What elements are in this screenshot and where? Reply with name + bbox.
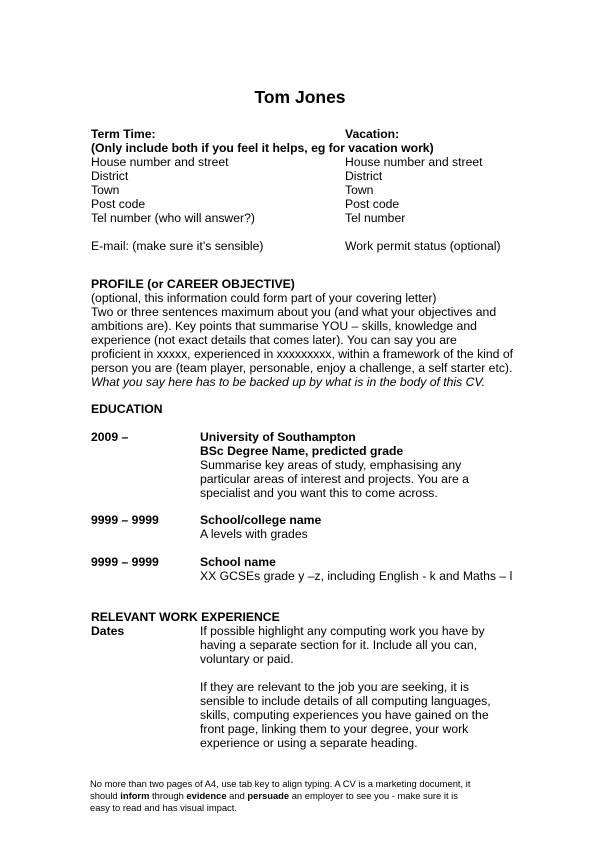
work-heading: RELEVANT WORK EXPERIENCE (91, 610, 280, 624)
institution-name: School name (200, 555, 276, 569)
footer-text: and (226, 790, 248, 801)
profile-italic-line: What you say here has to be backed up by what is in the body of this CV. (91, 375, 486, 389)
work-line: voluntary or paid. (200, 652, 294, 666)
work-line: having a separate section for it. Include all you can, (200, 638, 478, 652)
work-line: front page, linking them to your degree, your work (200, 722, 469, 736)
term-time-heading: Term Time: (91, 127, 156, 141)
footer-line: No more than two pages of A4, use tab key to align typing. A CV is a marketing document, it (90, 778, 471, 789)
term-line: Town (91, 183, 120, 197)
work-paragraph-2 (200, 680, 491, 750)
education-heading: EDUCATION (91, 402, 163, 416)
education-detail: particular areas of interest and projects. You are a (200, 472, 469, 486)
work-permit-line: Work permit status (optional) (345, 239, 501, 253)
email-line: E-mail: (make sure it’s sensible) (91, 239, 264, 253)
education-dates: 9999 – 9999 (91, 555, 159, 569)
education-entry (200, 555, 512, 583)
education-entry (200, 430, 469, 500)
footer-emphasis: persuade (247, 790, 290, 801)
footer-emphasis: evidence (186, 790, 227, 801)
footer-note (90, 778, 470, 814)
footer-emphasis: inform (120, 790, 150, 801)
work-line: skills, computing experiences you have gained on the (200, 708, 489, 722)
term-address (91, 155, 255, 225)
profile-line: person you are (team player, personable, enjoy a challenge, a self starter etc). (91, 361, 513, 375)
education-detail: specialist and you want this to come across. (200, 486, 438, 500)
work-dates-label: Dates (91, 624, 125, 638)
profile-text (91, 291, 513, 389)
work-line: sensible to include details of all computing languages, (200, 694, 491, 708)
institution-name: University of Southampton (200, 430, 356, 444)
work-line: experience or using a separate heading. (200, 736, 418, 750)
work-paragraph-1 (200, 624, 485, 666)
profile-line: ambitions are). Key points that summarise YOU – skills, knowledge and (91, 319, 477, 333)
footer-text: should (90, 790, 121, 801)
education-dates: 9999 – 9999 (91, 513, 159, 527)
term-line: Tel number (who will answer?) (91, 211, 255, 225)
education-detail: XX GCSEs grade y –z, including English - k and Maths – l (200, 569, 513, 583)
address-note: (Only include both if you feel it helps, eg for vacation work) (91, 141, 434, 155)
vacation-address (345, 155, 483, 225)
footer-text: an employer to see you - make sure it is (289, 790, 458, 801)
education-dates: 2009 – (91, 430, 129, 444)
term-line: Post code (91, 197, 146, 211)
candidate-name: Tom Jones (254, 87, 346, 107)
footer-line (90, 790, 470, 802)
education-entry (200, 513, 321, 541)
vacation-line: Post code (345, 197, 400, 211)
education-detail: Summarise key areas of study, emphasising any (200, 458, 462, 472)
term-line: House number and street (91, 155, 229, 169)
institution-name: School/college name (200, 513, 322, 527)
profile-line: experience (not exact details that comes later). You can say you are (91, 333, 457, 347)
vacation-line: Tel number (345, 211, 406, 225)
work-line: If possible highlight any computing work you have by (200, 624, 485, 638)
vacation-heading: Vacation: (345, 127, 400, 141)
work-line: If they are relevant to the job you are seeking, it is (200, 680, 469, 694)
degree-name: BSc Degree Name, predicted grade (200, 444, 404, 458)
profile-heading: PROFILE (or CAREER OBJECTIVE) (91, 277, 295, 291)
term-line: District (91, 169, 129, 183)
vacation-line: District (345, 169, 383, 183)
profile-line: proficient in xxxxx, experienced in xxxxxxxxx, within a framework of the kind of (91, 347, 513, 361)
vacation-line: Town (345, 183, 374, 197)
vacation-line: House number and street (345, 155, 483, 169)
profile-line: (optional, this information could form part of your covering letter) (91, 291, 437, 305)
education-detail: A levels with grades (200, 527, 308, 541)
profile-line: Two or three sentences maximum about you (and what your objectives and (91, 305, 497, 319)
footer-text: through (149, 790, 187, 801)
footer-line: easy to read and has visual impact. (90, 802, 237, 813)
